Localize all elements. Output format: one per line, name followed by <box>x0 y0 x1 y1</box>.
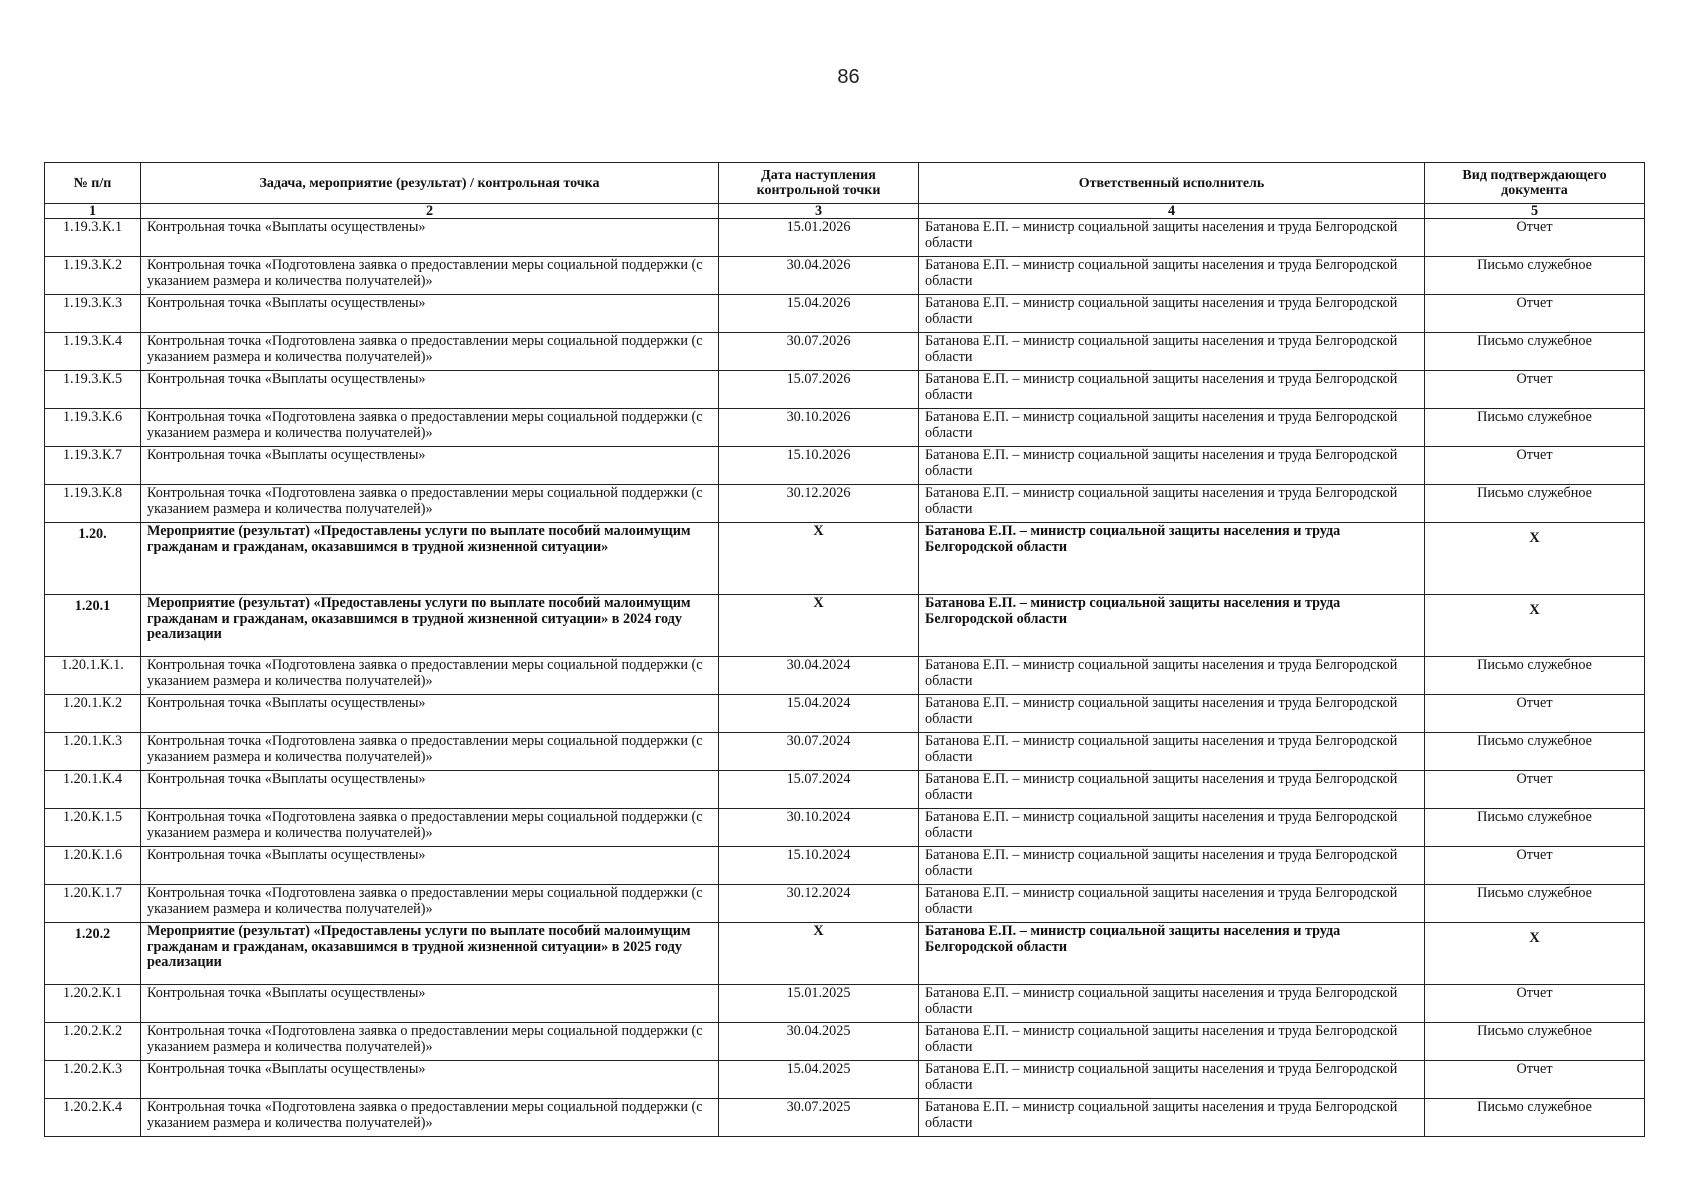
row-executor: Батанова Е.П. – министр социальной защиты населения и труда Белгородской области <box>919 523 1425 595</box>
row-executor: Батанова Е.П. – министр социальной защиты населения и труда Белгородской области <box>919 847 1425 885</box>
row-executor: Батанова Е.П. – министр социальной защиты населения и труда Белгородской области <box>919 219 1425 257</box>
row-executor: Батанова Е.П. – министр социальной защиты населения и труда Белгородской области <box>919 485 1425 523</box>
row-executor: Батанова Е.П. – министр социальной защиты населения и труда Белгородской области <box>919 409 1425 447</box>
row-date: X <box>719 595 919 657</box>
row-doc-type: Письмо служебное <box>1425 333 1645 371</box>
row-date: 30.04.2025 <box>719 1023 919 1061</box>
header-doc-type: Вид подтверждающего документа <box>1425 163 1645 204</box>
table-row <box>45 257 1645 295</box>
row-number: 1.20.К.1.6 <box>45 847 141 885</box>
row-task: Контрольная точка «Выплаты осуществлены» <box>141 219 719 257</box>
table-body <box>45 219 1645 1137</box>
table-row <box>45 595 1645 657</box>
row-doc-type: Письмо служебное <box>1425 885 1645 923</box>
row-executor: Батанова Е.П. – министр социальной защиты населения и труда Белгородской области <box>919 923 1425 985</box>
header-row <box>45 163 1645 204</box>
table-row <box>45 1023 1645 1061</box>
table-row <box>45 885 1645 923</box>
row-doc-type: Письмо служебное <box>1425 409 1645 447</box>
column-number: 4 <box>919 204 1425 219</box>
row-task: Контрольная точка «Подготовлена заявка о предоставлении меры социальной поддержки (с указанием размера и количества получателей)» <box>141 1023 719 1061</box>
row-number: 1.20.1.К.2 <box>45 695 141 733</box>
row-task: Контрольная точка «Выплаты осуществлены» <box>141 447 719 485</box>
row-number: 1.19.3.К.4 <box>45 333 141 371</box>
row-executor: Батанова Е.П. – министр социальной защиты населения и труда Белгородской области <box>919 295 1425 333</box>
row-number: 1.20.К.1.5 <box>45 809 141 847</box>
row-task: Контрольная точка «Подготовлена заявка о предоставлении меры социальной поддержки (с указанием размера и количества получателей)» <box>141 1099 719 1137</box>
row-date: 15.01.2025 <box>719 985 919 1023</box>
table-row <box>45 1099 1645 1137</box>
table-row <box>45 523 1645 595</box>
row-task: Контрольная точка «Выплаты осуществлены» <box>141 985 719 1023</box>
row-task: Контрольная точка «Подготовлена заявка о предоставлении меры социальной поддержки (с указанием размера и количества получателей)» <box>141 485 719 523</box>
row-number: 1.20. <box>45 523 141 595</box>
row-doc-type: Письмо служебное <box>1425 733 1645 771</box>
row-executor: Батанова Е.П. – министр социальной защиты населения и труда Белгородской области <box>919 771 1425 809</box>
row-date: X <box>719 923 919 985</box>
row-doc-type: Письмо служебное <box>1425 257 1645 295</box>
row-executor: Батанова Е.П. – министр социальной защиты населения и труда Белгородской области <box>919 885 1425 923</box>
row-date: 15.04.2024 <box>719 695 919 733</box>
row-task: Контрольная точка «Подготовлена заявка о предоставлении меры социальной поддержки (с указанием размера и количества получателей)» <box>141 257 719 295</box>
table-row <box>45 1061 1645 1099</box>
header-task: Задача, мероприятие (результат) / контрольная точка <box>141 163 719 204</box>
row-number: 1.20.2.К.2 <box>45 1023 141 1061</box>
table-row <box>45 733 1645 771</box>
row-date: 15.07.2024 <box>719 771 919 809</box>
row-number: 1.19.3.К.8 <box>45 485 141 523</box>
table-row <box>45 485 1645 523</box>
row-number: 1.19.3.К.5 <box>45 371 141 409</box>
row-doc-type: Письмо служебное <box>1425 1099 1645 1137</box>
table-row <box>45 295 1645 333</box>
row-date: 30.10.2024 <box>719 809 919 847</box>
row-executor: Батанова Е.П. – министр социальной защиты населения и труда Белгородской области <box>919 595 1425 657</box>
row-number: 1.20.2.К.1 <box>45 985 141 1023</box>
row-number: 1.20.2 <box>45 923 141 985</box>
row-doc-type: Письмо служебное <box>1425 657 1645 695</box>
table-row <box>45 219 1645 257</box>
row-date: 30.12.2026 <box>719 485 919 523</box>
row-number: 1.19.3.К.7 <box>45 447 141 485</box>
row-doc-type: Отчет <box>1425 847 1645 885</box>
row-task: Мероприятие (результат) «Предоставлены услуги по выплате пособий малоимущим гражданам и гражданам, оказавшимся в трудной жизненной ситуации» <box>141 523 719 595</box>
row-doc-type: Отчет <box>1425 1061 1645 1099</box>
table-row <box>45 923 1645 985</box>
header-executor: Ответственный исполнитель <box>919 163 1425 204</box>
column-number: 3 <box>719 204 919 219</box>
row-number: 1.20.2.К.3 <box>45 1061 141 1099</box>
row-doc-type: X <box>1425 923 1645 985</box>
row-number: 1.19.3.К.2 <box>45 257 141 295</box>
row-doc-type: Отчет <box>1425 695 1645 733</box>
table-row <box>45 333 1645 371</box>
row-doc-type: Письмо служебное <box>1425 809 1645 847</box>
row-date: 15.10.2024 <box>719 847 919 885</box>
row-doc-type: Отчет <box>1425 295 1645 333</box>
row-doc-type: Отчет <box>1425 985 1645 1023</box>
row-doc-type: Отчет <box>1425 447 1645 485</box>
column-number-row <box>45 204 1645 219</box>
row-task: Контрольная точка «Подготовлена заявка о предоставлении меры социальной поддержки (с указанием размера и количества получателей)» <box>141 885 719 923</box>
row-number: 1.19.3.К.3 <box>45 295 141 333</box>
row-task: Мероприятие (результат) «Предоставлены услуги по выплате пособий малоимущим гражданам и гражданам, оказавшимся в трудной жизненной ситуации» в 2025 году реализации <box>141 923 719 985</box>
row-number: 1.20.1 <box>45 595 141 657</box>
row-executor: Батанова Е.П. – министр социальной защиты населения и труда Белгородской области <box>919 371 1425 409</box>
row-number: 1.20.К.1.7 <box>45 885 141 923</box>
row-doc-type: X <box>1425 595 1645 657</box>
table-row <box>45 771 1645 809</box>
column-number: 1 <box>45 204 141 219</box>
table-row <box>45 371 1645 409</box>
header-date: Дата наступления контрольной точки <box>719 163 919 204</box>
row-executor: Батанова Е.П. – министр социальной защиты населения и труда Белгородской области <box>919 809 1425 847</box>
row-task: Контрольная точка «Выплаты осуществлены» <box>141 695 719 733</box>
row-executor: Батанова Е.П. – министр социальной защиты населения и труда Белгородской области <box>919 695 1425 733</box>
row-number: 1.19.3.К.1 <box>45 219 141 257</box>
row-date: 30.12.2024 <box>719 885 919 923</box>
row-task: Контрольная точка «Подготовлена заявка о предоставлении меры социальной поддержки (с указанием размера и количества получателей)» <box>141 409 719 447</box>
row-task: Контрольная точка «Подготовлена заявка о предоставлении меры социальной поддержки (с указанием размера и количества получателей)» <box>141 333 719 371</box>
row-doc-type: Отчет <box>1425 371 1645 409</box>
row-number: 1.19.3.К.6 <box>45 409 141 447</box>
row-date: 30.04.2024 <box>719 657 919 695</box>
control-points-table <box>44 162 1645 1137</box>
row-number: 1.20.1.К.4 <box>45 771 141 809</box>
row-executor: Батанова Е.П. – министр социальной защиты населения и труда Белгородской области <box>919 1023 1425 1061</box>
page-number: 86 <box>837 66 860 88</box>
row-doc-type: X <box>1425 523 1645 595</box>
row-number: 1.20.1.К.1. <box>45 657 141 695</box>
row-executor: Батанова Е.П. – министр социальной защиты населения и труда Белгородской области <box>919 447 1425 485</box>
row-task: Контрольная точка «Выплаты осуществлены» <box>141 771 719 809</box>
row-date: 15.10.2026 <box>719 447 919 485</box>
row-executor: Батанова Е.П. – министр социальной защиты населения и труда Белгородской области <box>919 333 1425 371</box>
row-task: Контрольная точка «Подготовлена заявка о предоставлении меры социальной поддержки (с указанием размера и количества получателей)» <box>141 809 719 847</box>
row-executor: Батанова Е.П. – министр социальной защиты населения и труда Белгородской области <box>919 733 1425 771</box>
row-task: Контрольная точка «Выплаты осуществлены» <box>141 1061 719 1099</box>
column-number: 5 <box>1425 204 1645 219</box>
row-date: 30.07.2025 <box>719 1099 919 1137</box>
row-date: 15.04.2025 <box>719 1061 919 1099</box>
row-date: 15.07.2026 <box>719 371 919 409</box>
row-date: 15.04.2026 <box>719 295 919 333</box>
table-row <box>45 809 1645 847</box>
row-date: 30.04.2026 <box>719 257 919 295</box>
row-task: Контрольная точка «Выплаты осуществлены» <box>141 295 719 333</box>
row-doc-type: Письмо служебное <box>1425 1023 1645 1061</box>
row-doc-type: Отчет <box>1425 219 1645 257</box>
table-row <box>45 985 1645 1023</box>
table-row <box>45 847 1645 885</box>
row-date: 15.01.2026 <box>719 219 919 257</box>
table-row <box>45 447 1645 485</box>
row-executor: Батанова Е.П. – министр социальной защиты населения и труда Белгородской области <box>919 257 1425 295</box>
row-executor: Батанова Е.П. – министр социальной защиты населения и труда Белгородской области <box>919 1099 1425 1137</box>
row-task: Контрольная точка «Выплаты осуществлены» <box>141 847 719 885</box>
row-date: 30.07.2026 <box>719 333 919 371</box>
row-executor: Батанова Е.П. – министр социальной защиты населения и труда Белгородской области <box>919 1061 1425 1099</box>
row-executor: Батанова Е.П. – министр социальной защиты населения и труда Белгородской области <box>919 985 1425 1023</box>
table-row <box>45 409 1645 447</box>
row-date: 30.07.2024 <box>719 733 919 771</box>
header-num: № п/п <box>45 163 141 204</box>
row-task: Контрольная точка «Подготовлена заявка о предоставлении меры социальной поддержки (с указанием размера и количества получателей)» <box>141 657 719 695</box>
row-doc-type: Письмо служебное <box>1425 485 1645 523</box>
row-executor: Батанова Е.П. – министр социальной защиты населения и труда Белгородской области <box>919 657 1425 695</box>
column-number: 2 <box>141 204 719 219</box>
row-doc-type: Отчет <box>1425 771 1645 809</box>
table-row <box>45 657 1645 695</box>
row-task: Контрольная точка «Подготовлена заявка о предоставлении меры социальной поддержки (с указанием размера и количества получателей)» <box>141 733 719 771</box>
row-date: 30.10.2026 <box>719 409 919 447</box>
table-row <box>45 695 1645 733</box>
row-task: Контрольная точка «Выплаты осуществлены» <box>141 371 719 409</box>
row-date: X <box>719 523 919 595</box>
row-number: 1.20.2.К.4 <box>45 1099 141 1137</box>
row-number: 1.20.1.К.3 <box>45 733 141 771</box>
row-task: Мероприятие (результат) «Предоставлены услуги по выплате пособий малоимущим гражданам и гражданам, оказавшимся в трудной жизненной ситуации» в 2024 году реализации <box>141 595 719 657</box>
